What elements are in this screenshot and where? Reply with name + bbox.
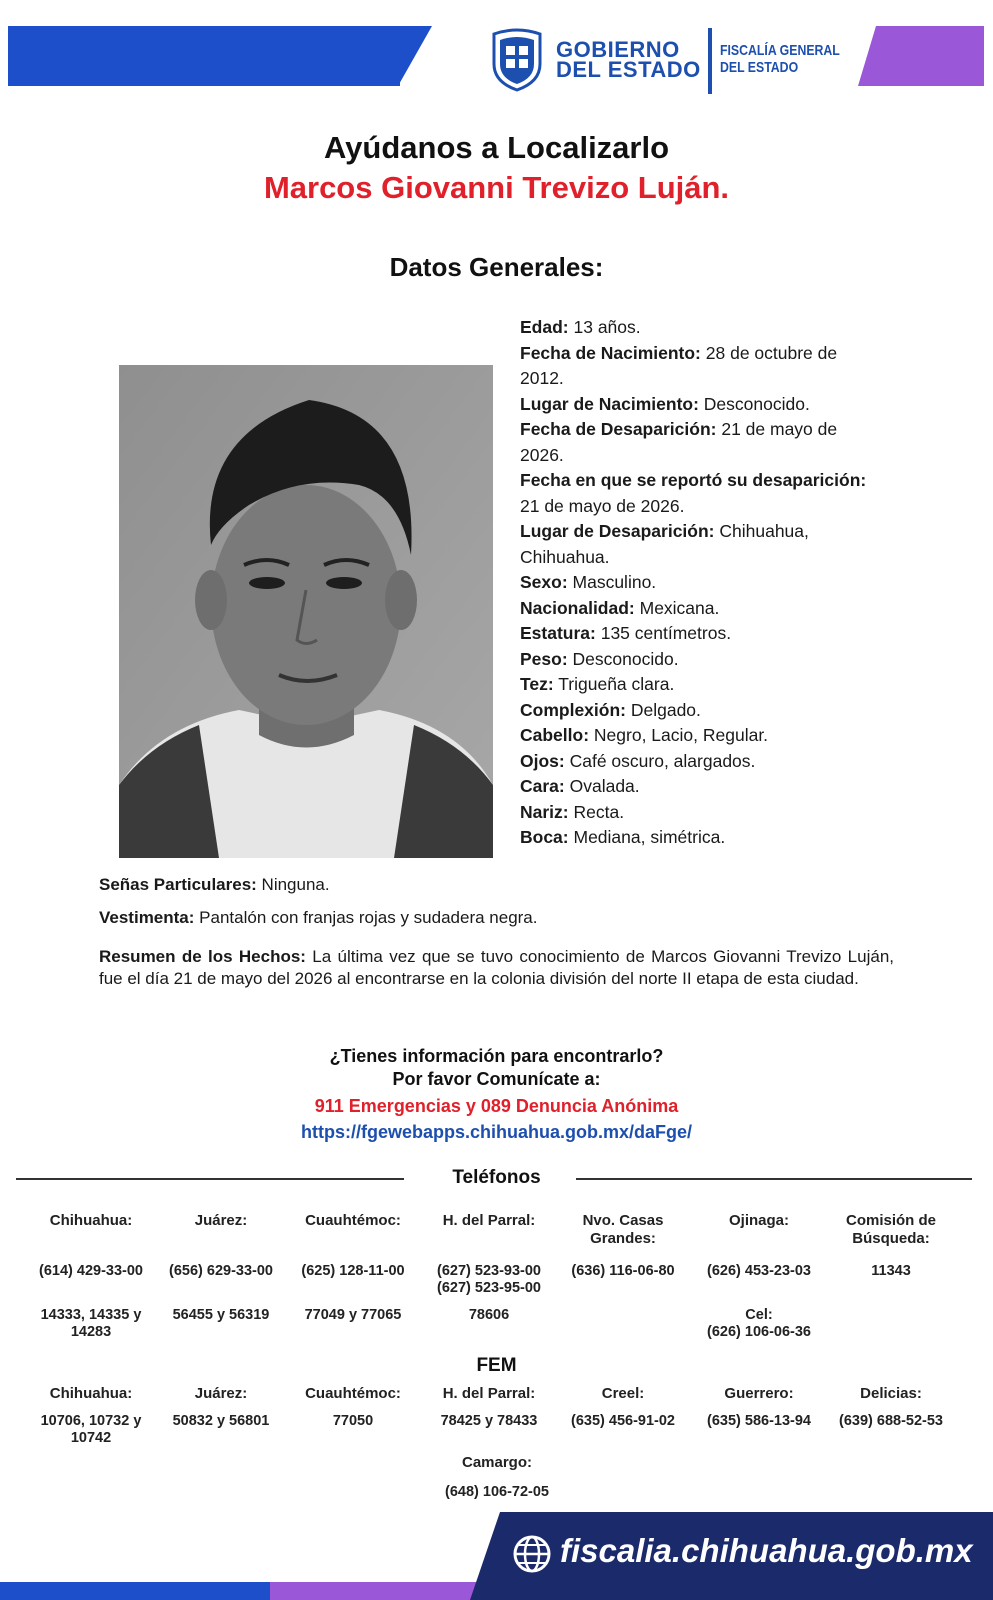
telefonos-cell: (636) 116-06-80 [571,1263,675,1279]
details-list [520,315,880,851]
camargo-phone: (648) 106-72-05 [445,1484,549,1500]
header-blue-bar-tip [398,26,432,86]
detail-row [520,596,880,622]
missing-person-photo [119,365,493,858]
telefonos-cell: 56455 y 56319 [172,1307,270,1323]
fem-header: Cuauhtémoc: [305,1385,401,1402]
detail-row [520,417,880,468]
contact-question: ¿Tienes información para encontrarlo? [329,1046,664,1066]
state-seal-icon [490,26,544,92]
detail-label: Cabello: [520,725,590,745]
telefonos-cell: 77049 y 77065 [304,1307,402,1323]
detail-value: 13 años. [568,317,641,337]
gobierno-logo-text [556,37,701,82]
detail-label: Edad: [520,317,569,337]
fem-title: FEM [476,1355,517,1376]
logo-divider [708,28,712,94]
telefonos-header: H. del Parral: [442,1212,536,1229]
telefonos-cell: (627) 523-93-00 (627) 523-95-00 [437,1263,541,1296]
telefonos-cell: Cel: (626) 106-06-36 [707,1307,811,1340]
detail-value: Ovalada. [564,776,640,796]
resumen-value: La última vez que se tuvo conocimiento de Marcos Giovanni Trevizo Luján, fue el día 21 de mayo del 2026 al encontrarse en la colonia división del norte II etapa de esta ciudad. [99,947,894,988]
report-link[interactable]: https://fgewebapps.chihuahua.gob.mx/daFge/ [300,1122,693,1142]
person-name: Marcos Giovanni Trevizo Luján. [263,170,730,205]
detail-label: Lugar de Nacimiento: [520,393,699,414]
detail-row [520,519,880,570]
contact-please: Por favor Comunícate a: [392,1069,601,1089]
telefonos-header: Nvo. Casas Grandes: [582,1212,664,1247]
fem-cell: (639) 688-52-53 [839,1413,943,1429]
detail-row [520,698,880,724]
detail-row [520,672,880,698]
fge-logo-text [720,42,840,76]
detail-value: 135 centímetros. [595,623,732,643]
telefonos-cell: (625) 128-11-00 [301,1263,405,1279]
detail-row [520,341,880,392]
detail-value: Recta. [568,801,625,822]
detail-label: Nacionalidad: [520,597,635,618]
detail-row [520,570,880,596]
telefonos-title: Teléfonos [452,1167,541,1188]
detail-label: Nariz: [520,801,569,822]
telefonos-header: Ojinaga: [728,1212,789,1229]
gobierno-line2: DEL ESTADO [556,57,701,82]
detail-label: Sexo: [520,572,568,592]
senas-value: Ninguna. [256,875,330,894]
globe-icon [512,1534,552,1574]
detail-row [520,647,880,673]
detail-label: Ojos: [520,750,565,771]
page-title: Ayúdanos a Localizarlo [323,130,670,165]
detail-value: Café oscuro, alargados. [564,750,756,771]
detail-row [520,723,880,749]
detail-label: Boca: [520,827,569,847]
detail-value: Chihuahua, Chihuahua. [520,521,809,567]
detail-label: Complexión: [520,699,626,720]
detail-label: Peso: [520,648,568,669]
detail-row [520,468,880,519]
fem-header: H. del Parral: [442,1385,536,1402]
senas-particulares [99,874,894,896]
fem-header: Juárez: [194,1385,248,1402]
detail-label: Cara: [520,776,565,796]
detail-value: Delgado. [625,699,701,720]
header-blue-bar [8,26,400,86]
detail-value: Masculino. [567,572,657,592]
detail-value: 21 de mayo de 2026. [520,419,838,465]
telefonos-cell: (626) 453-23-03 [707,1263,811,1279]
vestimenta-label: Vestimenta: [99,908,195,927]
header-purple-bar [876,26,984,86]
senas-label: Señas Particulares: [99,875,257,894]
fem-cell: 77050 [332,1413,374,1429]
telefonos-header: Comisión de Búsqueda: [845,1212,936,1247]
resumen-hechos [99,946,894,990]
detail-row [520,749,880,775]
fem-header: Delicias: [860,1385,922,1402]
telefonos-cell: 78606 [468,1307,510,1323]
fem-header: Guerrero: [724,1385,794,1402]
telefonos-cell: (656) 629-33-00 [169,1263,273,1279]
detail-row [520,315,880,341]
footer-purple-stripe [270,1582,500,1600]
detail-value: Desconocido. [698,393,810,414]
footer-website[interactable]: fiscalia.chihuahua.gob.mx [560,1532,973,1569]
footer-slant [470,1512,500,1600]
detail-value: Desconocido. [567,648,679,669]
fem-header: Creel: [601,1385,645,1402]
gobierno-line1: GOBIERNO [556,37,680,62]
telefonos-cell: 11343 [871,1263,911,1279]
detail-label: Fecha de Nacimiento: [520,342,701,363]
footer-blue-stripe [0,1582,270,1600]
detail-label: Estatura: [520,623,596,643]
vestimenta-value: Pantalón con franjas rojas y sudadera negra. [194,908,538,927]
fem-header: Chihuahua: [49,1385,133,1402]
detail-value: Mediana, simétrica. [568,827,726,847]
detail-value: Negro, Lacio, Regular. [589,725,769,745]
fem-cell: 78425 y 78433 [440,1413,538,1429]
detail-value: 21 de mayo de 2026. [520,495,685,516]
telefonos-cell: (614) 429-33-00 [39,1263,143,1279]
telefonos-header: Chihuahua: [49,1212,133,1229]
fge-line2: DEL ESTADO [720,59,799,76]
section-title: Datos Generales: [389,252,604,282]
fem-cell: (635) 456-91-02 [571,1413,675,1429]
detail-value: Trigueña clara. [553,674,675,694]
fem-cell: 10706, 10732 y 10742 [40,1413,142,1446]
detail-row [520,774,880,800]
fem-cell: (635) 586-13-94 [707,1413,811,1429]
emergency-numbers: 911 Emergencias y 089 Denuncia Anónima [314,1096,679,1116]
detail-row [520,800,880,826]
telefonos-header: Cuauhtémoc: [305,1212,401,1229]
detail-row [520,392,880,418]
detail-label: Tez: [520,674,554,694]
header-purple-bar-tip [858,26,876,86]
detail-value: Mexicana. [634,597,720,618]
telefonos-cell: 14333, 14335 y 14283 [40,1307,142,1340]
fge-line1: FISCALÍA GENERAL [720,42,840,59]
detail-label: Fecha en que se reportó su desaparición: [520,470,867,490]
detail-label: Lugar de Desaparición: [520,521,715,541]
camargo-label: Camargo: [461,1454,532,1471]
detail-row [520,825,880,851]
resumen-label: Resumen de los Hechos: [99,947,306,966]
vestimenta [99,907,894,929]
telefonos-header: Juárez: [194,1212,248,1229]
detail-value: 28 de octubre de 2012. [520,342,838,388]
detail-row [520,621,880,647]
fem-cell: 50832 y 56801 [172,1413,270,1429]
detail-label: Fecha de Desaparición: [520,419,717,439]
